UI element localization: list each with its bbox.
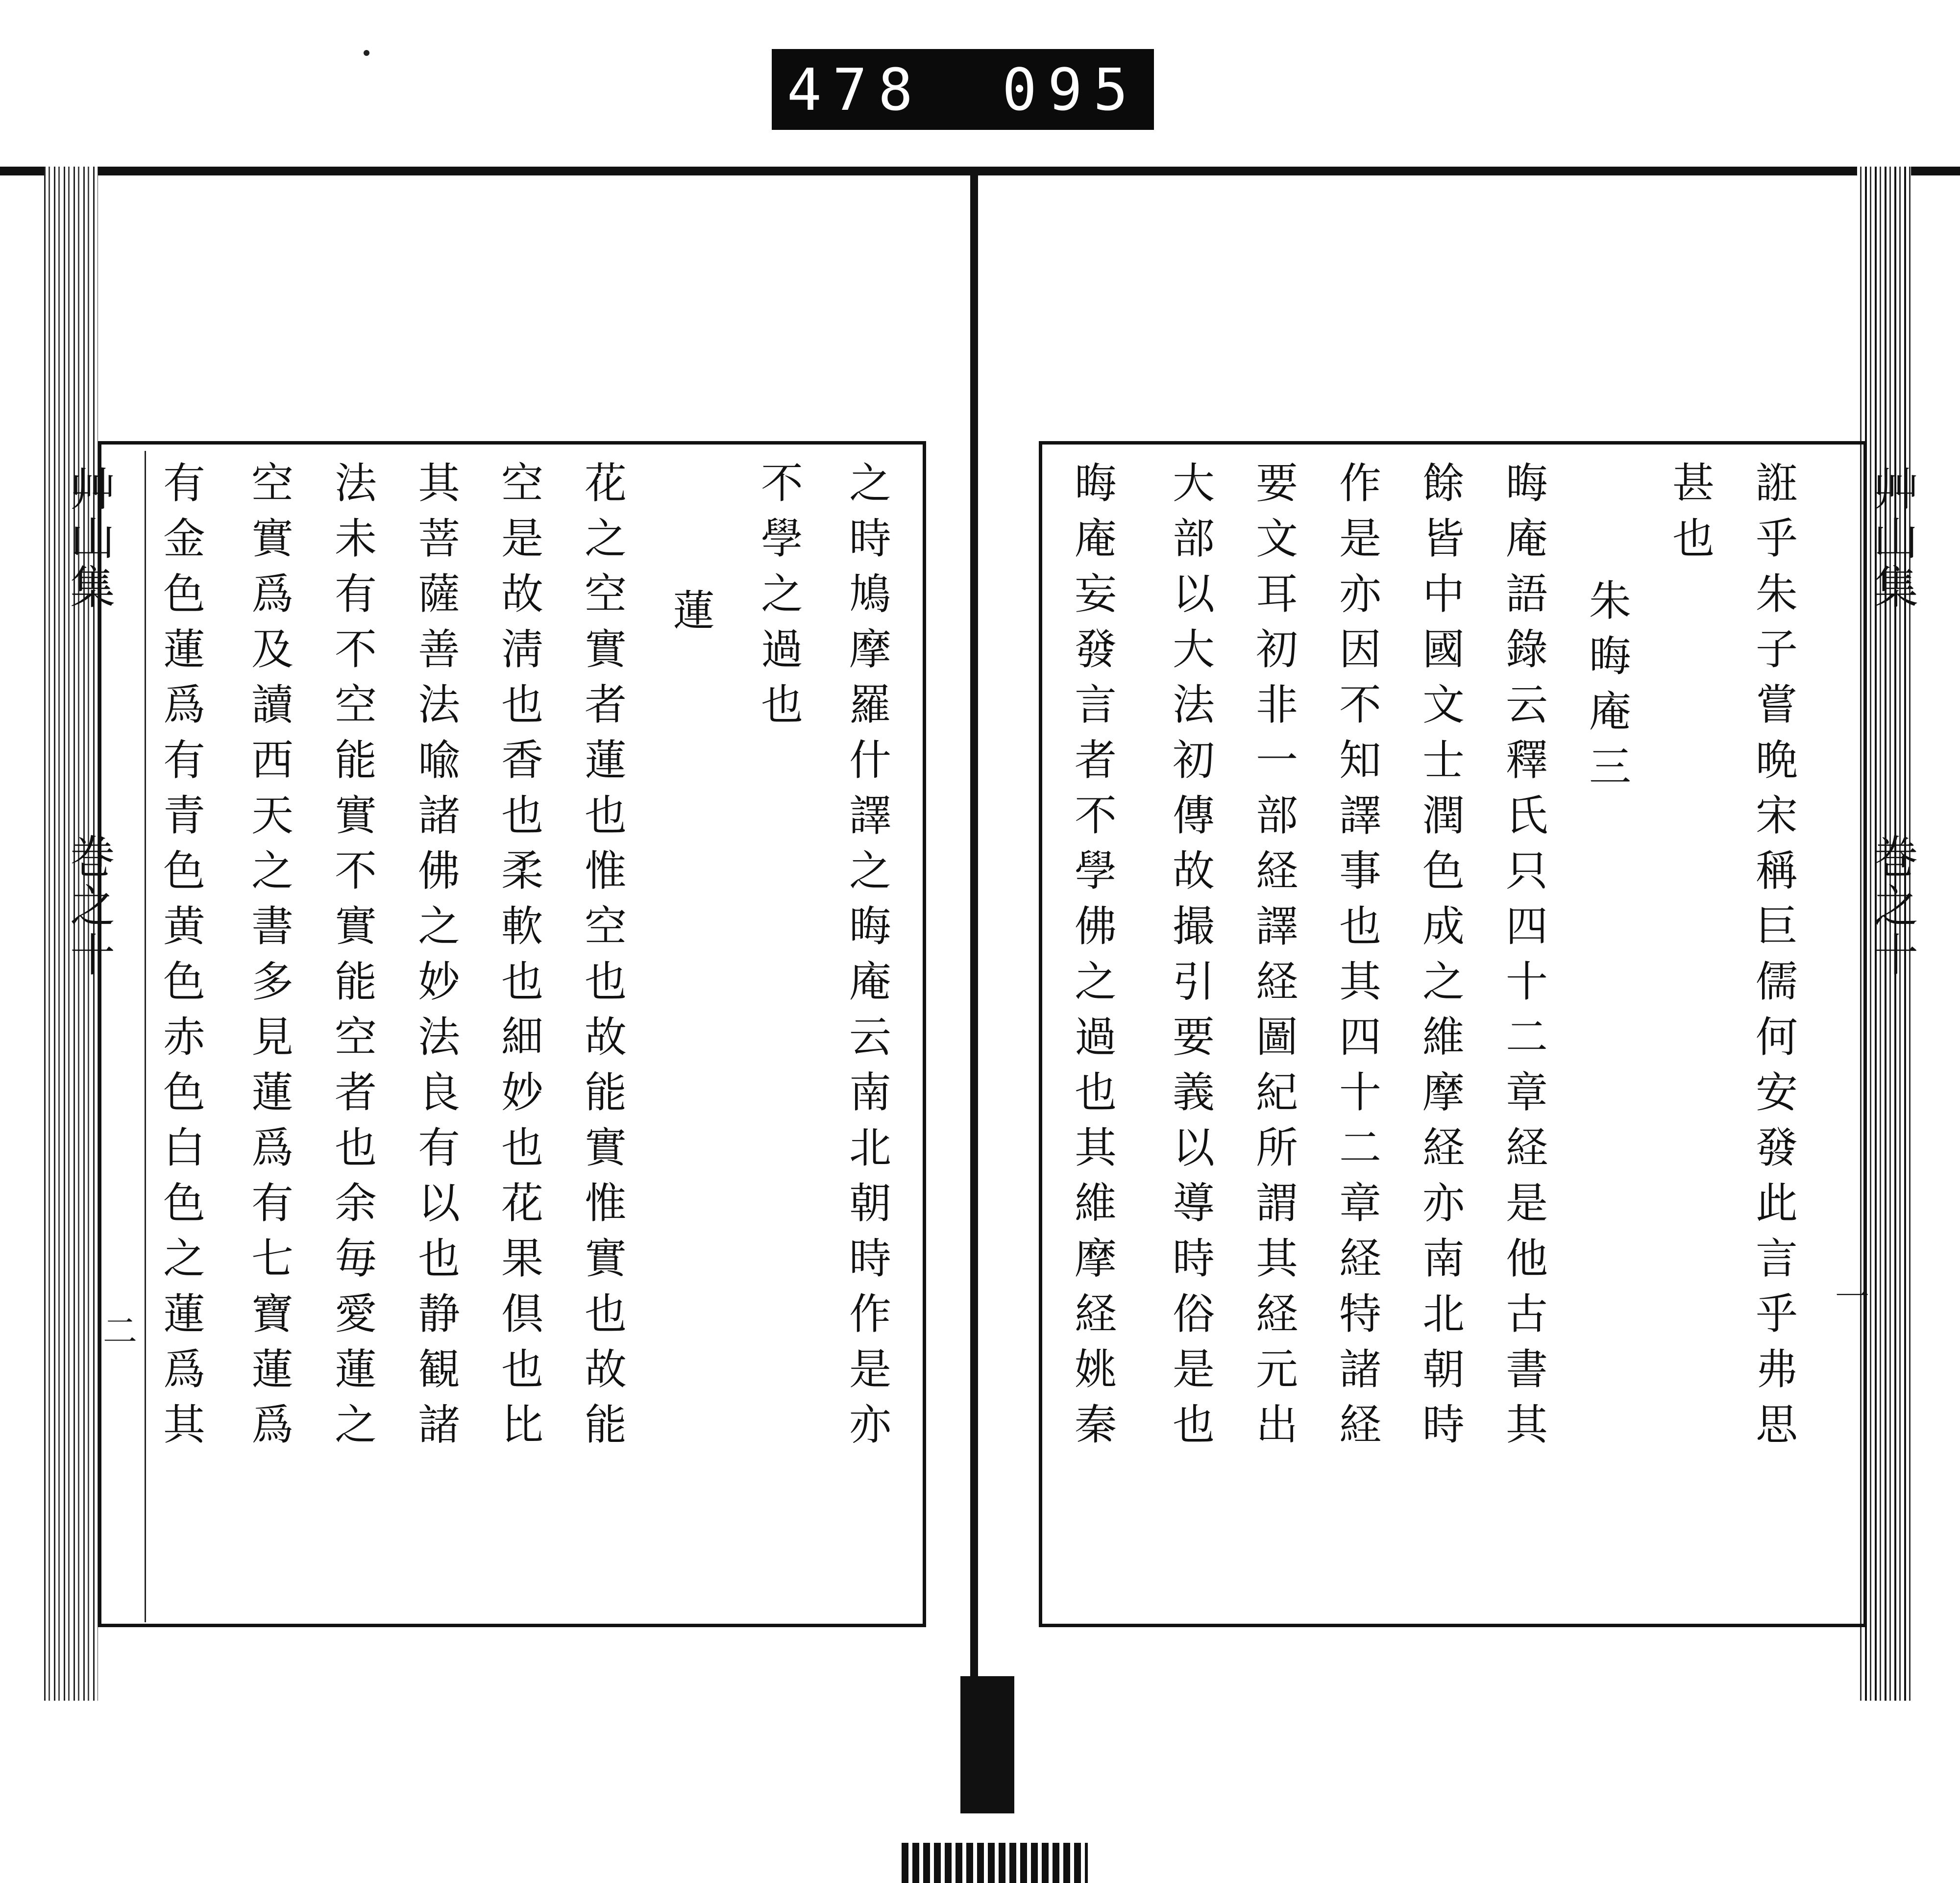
left-page-column: 法未有不空能實不實能空者也余毎愛蓮之: [327, 461, 376, 1458]
left-page-column: 有金色蓮爲有青色黄色赤色白色之蓮爲其: [156, 461, 205, 1458]
right-page-column: 甚也: [1665, 461, 1714, 571]
film-label-frame: 095: [1002, 55, 1139, 124]
right-page-column: 作是亦因不知譯事也其四十二章経特諸経: [1332, 461, 1381, 1458]
left-page-spine-title: 艸山集: [63, 466, 115, 613]
left-page-column: 空實爲及讀西天之書多見蓮爲有七寶蓮爲: [244, 461, 293, 1458]
gutter-clip: [960, 1676, 1014, 1813]
right-page-folio: 一: [1835, 1277, 1869, 1317]
left-page-section-heading: 蓮: [665, 588, 714, 644]
microfilm-frame-label: [772, 49, 1154, 130]
left-page-column: 其菩薩善法喩諸佛之妙法良有以也静観諸: [411, 461, 460, 1458]
left-page-spine-volume: 巻之十: [63, 833, 115, 980]
right-page-spine-title: 艸山集: [1866, 466, 1918, 613]
left-page-inner-rule: [145, 451, 146, 1622]
right-page-column: 晦庵妄發言者不學佛之過也其維摩経姚秦: [1067, 461, 1116, 1458]
specks: [364, 50, 369, 56]
left-page-column: 不學之過也: [754, 461, 803, 738]
left-page-folio: 二: [103, 1311, 137, 1351]
film-label-reel: 478: [786, 55, 924, 124]
book-top-edge: [0, 167, 1960, 175]
right-page-column: 要文耳初非一部経譯経圖紀所謂其経元出: [1249, 461, 1298, 1458]
right-page-column: 晦庵語錄云釋氏只四十二章経是他古書其: [1498, 461, 1547, 1458]
right-page-section-heading: 朱晦庵三: [1582, 578, 1631, 800]
film-edge-marks: [902, 1843, 1088, 1883]
right-page-column: 誑乎朱子嘗晩宋稱巨儒何安發此言乎弗思: [1748, 461, 1797, 1458]
left-page-column: 花之空實者蓮也惟空也故能實惟實也故能: [577, 461, 626, 1458]
right-page-column: 餘皆中國文士潤色成之維摩経亦南北朝時: [1415, 461, 1464, 1458]
left-page-column: 空是故淸也香也柔軟也細妙也花果倶也比: [494, 461, 543, 1458]
right-page-column: 大部以大法初傳故撮引要義以導時俗是也: [1165, 461, 1214, 1458]
book-gutter: [970, 167, 978, 1715]
right-page-spine-volume: 巻之十: [1866, 833, 1918, 980]
left-page-column: 之時鳩摩羅什譯之晦庵云南北朝時作是亦: [842, 461, 891, 1458]
